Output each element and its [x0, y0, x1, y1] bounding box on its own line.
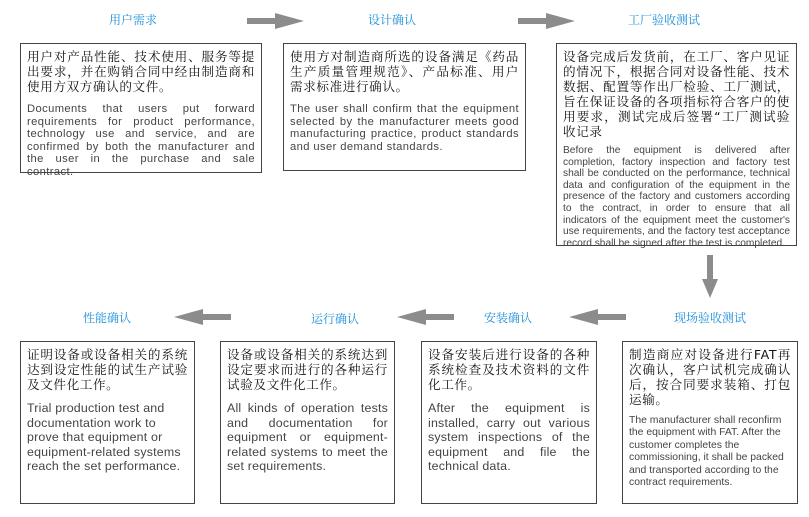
step-description-zh: 设备完成后发货前，在工厂、客户见证的情况下，根据合同对设备性能、技术数据、配置等作出厂检验、工厂测试，旨在保证设备的各项指标符合客户的使用要求，测试完成后签署“工厂测试验收记录 — [563, 49, 790, 139]
step-title-design-confirmation: 设计确认 — [367, 13, 417, 27]
step-description-zh: 使用方对制造商所选的设备满足《药品生产质量管理规范》、产品标准、用户需求标准进行确认。 — [290, 49, 519, 94]
step-title-performance-confirmation: 性能确认 — [82, 311, 132, 325]
step-title-installation-confirmation: 安装确认 — [483, 311, 533, 325]
step-description-en: After the equipment is installed, carry out various system inspections of the equipment and file the technical data. — [428, 401, 590, 474]
step-description-en: All kinds of operation tests and documentation for equipment or equipment-related systems to meet the set requirements. — [227, 401, 388, 474]
step-box-performance-confirmation — [20, 341, 195, 504]
step-title-factory-acceptance-test: 工厂验收测试 — [627, 13, 701, 27]
step-title-operation-confirmation: 运行确认 — [310, 312, 360, 326]
arrow-left-icon — [569, 308, 627, 326]
arrow-left-icon — [174, 308, 232, 326]
step-box-design-confirmation — [283, 43, 526, 171]
step-box-operation-confirmation — [220, 341, 395, 504]
step-description-en: Documents that users put forward requirements for product performance, technology use and service, and are confirmed by both the manufacturer and the user in the purchase and sale contract. — [27, 103, 255, 178]
arrow-right-icon — [518, 12, 576, 30]
step-description-en: Trial production test and documentation work to prove that equipment or equipment-related systems reach the set performance. — [27, 401, 181, 474]
step-description-zh: 用户对产品性能、技术使用、服务等提出要求，并在购销合同中经由制造商和使用方双方确认的文件。 — [27, 49, 255, 94]
step-box-installation-confirmation — [421, 341, 597, 504]
step-description-zh: 制造商应对设备进行FAT再次确认，客户试机完成确认后，按合同要求装箱、打包运输。 — [629, 347, 791, 407]
step-description-en: Before the equipment is delivered after completion, factory inspection and factory test shall be conducted on the performance, technical data and configuration of the equipment in the presence of the factory and customers according to the contract, in order to ensure that all indicators of the equipment meet the customer's use requirements, and the factory test acceptance record shall be signed after the test is completed. — [563, 145, 790, 249]
step-title-site-acceptance-test: 现场验收测试 — [673, 311, 747, 325]
step-box-factory-acceptance-test — [556, 43, 797, 249]
step-description-zh: 设备安装后进行设备的各种系统检查及技术资料的文件化工作。 — [428, 347, 590, 392]
arrow-right-icon — [247, 12, 305, 30]
step-description-en: The manufacturer shall reconfirm the equipment with FAT. After the customer completes the commissioning, it shall be packed and transported according to the contract requirements. — [629, 415, 784, 489]
arrow-down-icon — [701, 255, 719, 299]
step-description-zh: 设备或设备相关的系统达到设定要求而进行的各种运行试验及文件化工作。 — [227, 347, 388, 392]
step-title-user-requirements: 用户需求 — [108, 13, 158, 27]
step-box-site-acceptance-test — [622, 341, 798, 504]
step-description-zh: 证明设备或设备相关的系统达到设定性能的试生产试验及文件化工作。 — [27, 347, 188, 392]
step-description-en: The user shall confirm that the equipment selected by the manufacturer meets good manufacturing practice, product standards and user demand standards. — [290, 103, 519, 153]
arrow-left-icon — [397, 308, 455, 326]
step-box-user-requirements — [20, 43, 262, 178]
